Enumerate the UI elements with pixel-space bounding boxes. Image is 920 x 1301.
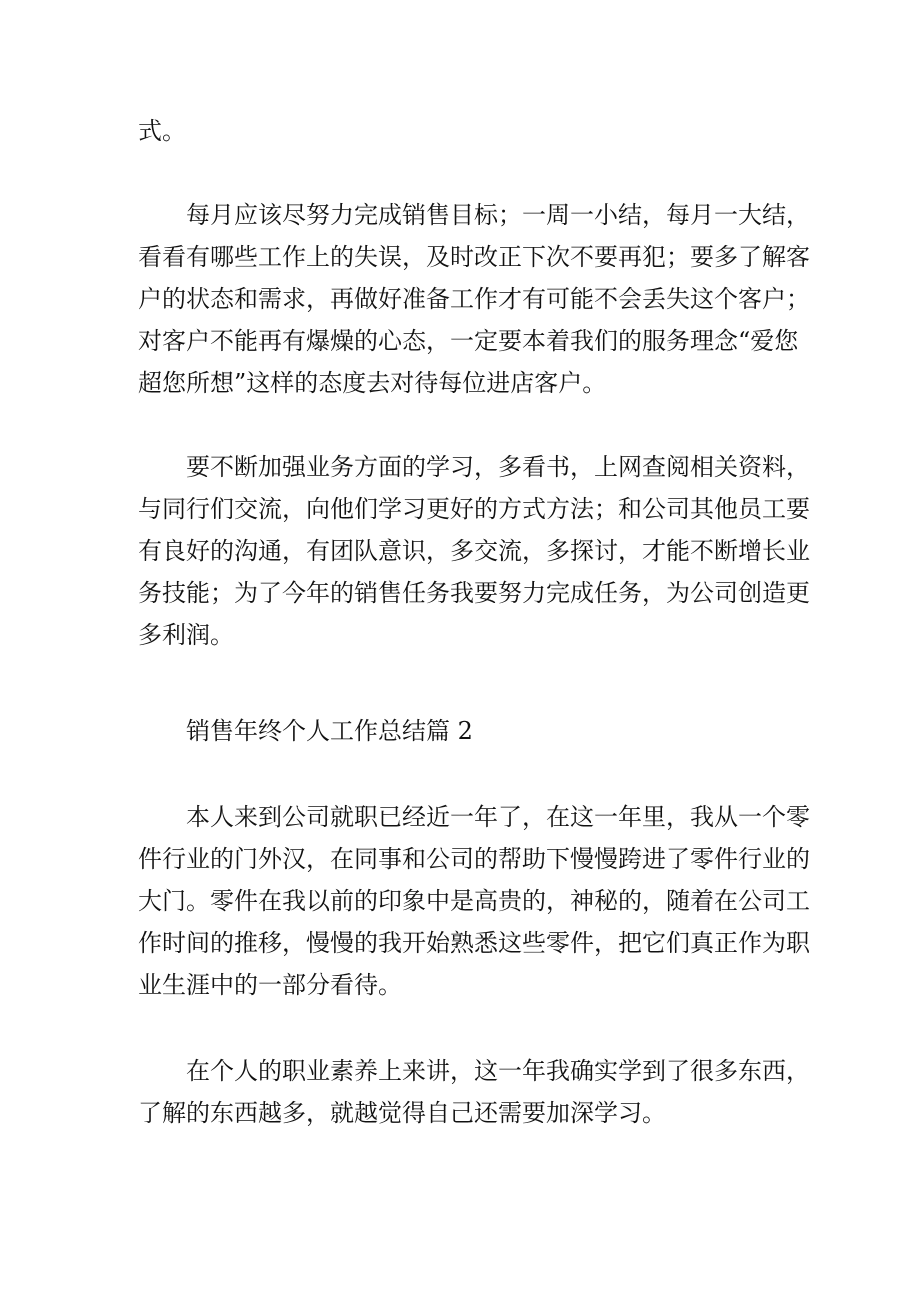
text-line: 了解的东西越多，就越觉得自己还需要加深学习。 — [138, 1099, 666, 1127]
paragraph-learning — [138, 446, 808, 656]
text-line: 看看有哪些工作上的失误，及时改正下次不要再犯；要多了解客 — [138, 243, 810, 271]
paragraph-parts-industry — [138, 796, 808, 1006]
text-line: 作时间的推移，慢慢的我开始熟悉这些零件，把它们真正作为职 — [138, 929, 810, 957]
fragment-paragraph — [138, 110, 808, 152]
text-line: 户的状态和需求，再做好准备工作才有可能不会丢失这个客户； — [138, 285, 810, 313]
paragraph-professional-skills — [138, 1050, 808, 1134]
text-line: 式。 — [138, 117, 186, 145]
text-line: 有良好的沟通，有团队意识，多交流，多探讨，才能不断增长业 — [138, 537, 810, 565]
text-line: 对客户不能再有爆燥的心态，一定要本着我们的服务理念“爱您 — [138, 327, 799, 355]
section-heading: 销售年终个人工作总结篇 2 — [186, 717, 473, 745]
text-line: 本人来到公司就职已经近一年了，在这一年里，我从一个零 — [186, 803, 810, 831]
text-line: 超您所想”这样的态度去对待每位进店客户。 — [138, 369, 607, 397]
text-line: 每月应该尽努力完成销售目标；一周一小结，每月一大结， — [186, 201, 810, 229]
paragraph-sales-targets — [138, 194, 808, 404]
text-line: 件行业的门外汉，在同事和公司的帮助下慢慢跨进了零件行业的 — [138, 845, 810, 873]
text-line: 在个人的职业素养上来讲，这一年我确实学到了很多东西， — [186, 1057, 810, 1085]
text-line: 多利润。 — [138, 621, 234, 649]
text-line: 大门。零件在我以前的印象中是高贵的，神秘的，随着在公司工 — [138, 887, 810, 915]
text-line: 业生涯中的一部分看待。 — [138, 971, 402, 999]
text-line: 要不断加强业务方面的学习，多看书，上网查阅相关资料， — [186, 453, 810, 481]
text-line: 与同行们交流，向他们学习更好的方式方法；和公司其他员工要 — [138, 495, 810, 523]
text-line: 务技能；为了今年的销售任务我要努力完成任务，为公司创造更 — [138, 579, 810, 607]
